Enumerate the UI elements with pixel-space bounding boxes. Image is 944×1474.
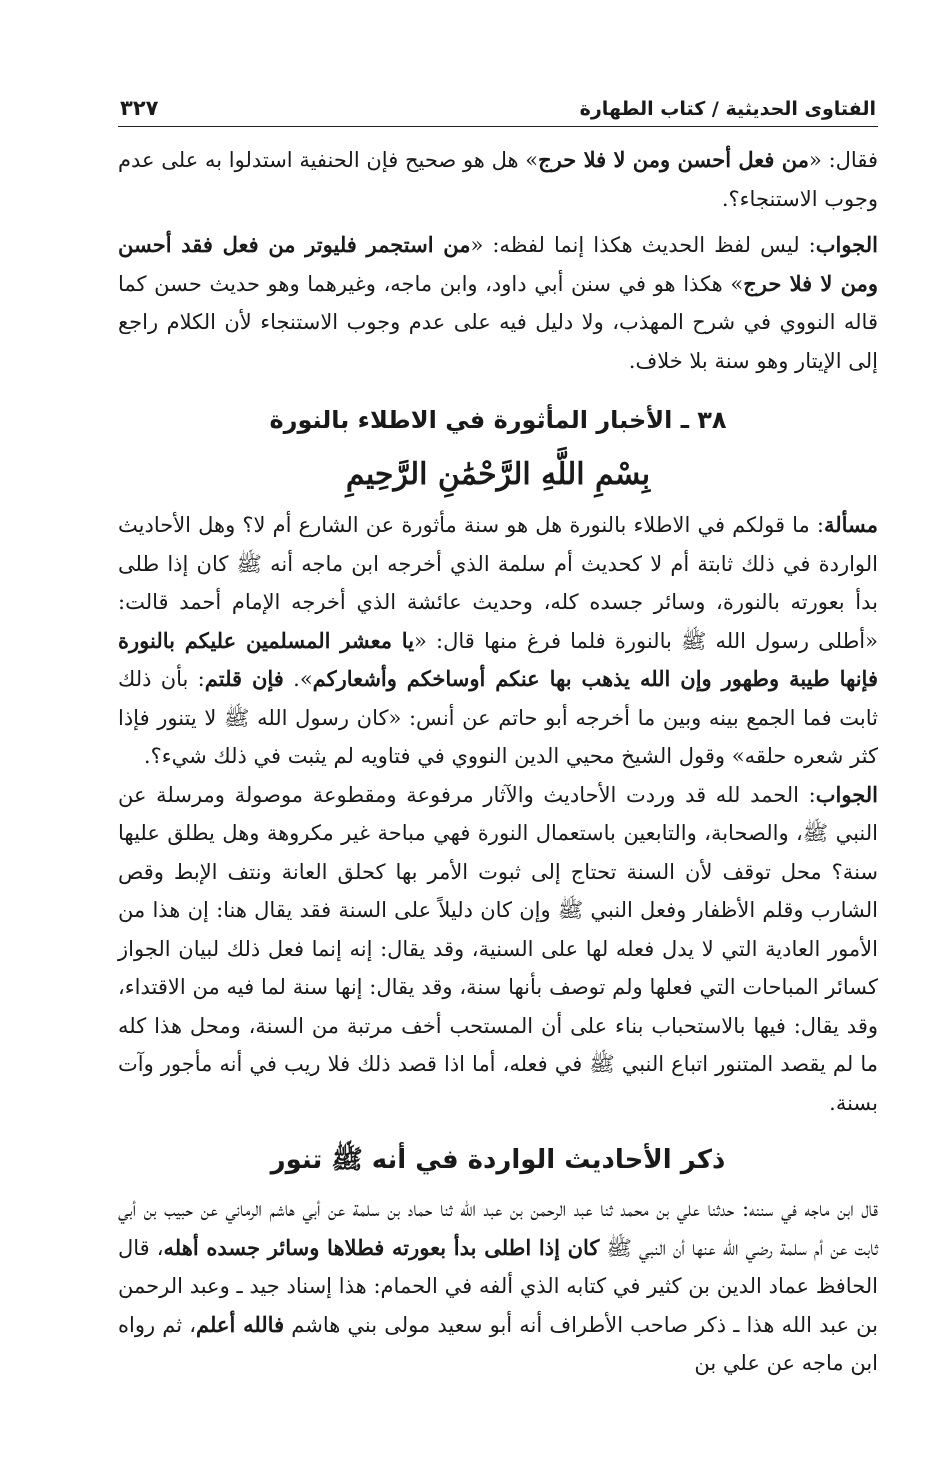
text-run: : ما قولكم في الاطلاء بالنورة هل هو سنة مأثورة عن الشارع أم لا؟ وهل الأحاديث الواردة في ذلك ثابتة أم لا كحديث أم سلمة الذي أخرجه ابن ماجه أنه ﷺ كان إذا طلى بدأ بعورته بالنورة، وسائر جسده كله، وحديث عائشة الذي أخرجه الإمام أحمد قالت: «أطلى رسول الله ﷺ بالنورة فلما فرغ منها قال: « <box>118 513 878 653</box>
basmala: بِسْمِ اللَّهِ الرَّحْمَٰنِ الرَّحِيمِ <box>345 457 651 492</box>
section-heading: ٣٨ ـ الأخبار المأثورة في الاطلاء بالنورة <box>269 406 727 434</box>
objection-label: فإن قلتم <box>204 666 284 691</box>
page-header <box>118 96 878 127</box>
text-run: قال ابن ماجه في سننه: حدثنا علي بن محمد ثنا عبد الرحمن بن عبد الله ثنا حماد بن سلمة عن أبي هاشم الرماني عن حبيب بن أبي ثابت عن أم سلمة رضي الله عنها أن النبي ﷺ <box>118 1197 879 1260</box>
text-run: ، ثم رواه ابن ماجه عن علي بن <box>118 1312 878 1375</box>
text-run: ، قال الحافظ عماد الدين بن كثير في كتابه الذي ألفه في الحمام: هذا إسناد جيد ـ وعبد الرحمن بن عبد الله هذا ـ ذكر صاحب الأطراف أنه أبو سعيد مولى بني هاشم <box>118 1235 878 1337</box>
text-run: : ليس لفظ الحديث هكذا إنما لفظه: « <box>470 233 816 257</box>
text-run: » هل هو صحيح فإن الحنفية استدلوا به على عدم وجوب الاستنجاء؟. <box>118 148 878 211</box>
hadith-paragraph <box>118 1190 878 1383</box>
section-heading: ذكر الأحاديث الواردة في أنه ﷺ تنور <box>270 1145 726 1175</box>
question-paragraph <box>118 506 878 776</box>
text-run: » هكذا هو في سنن أبي داود، وابن ماجه، وغيرهما وهو حديث حسن كما قاله النووي في شرح المهذب، ولا دليل فيه على عدم وجوب الاستنجاء لأن الكلام راجع إلى الإيتار وهو سنة بلا خلاف. <box>118 271 878 373</box>
text-run: : الحمد لله قد وردت الأحاديث والآثار مرفوعة ومقطوعة موصولة ومرسلة عن النبي ﷺ، والصحابة، والتابعين باستعمال النورة فهي مباحة غير مكروهة وهل يطلق عليها سنة؟ محل توقف لأن السنة تحتاج إلى ثبوت الأمر بها كحلق العانة ونتف الإبط وقص الشارب وقلم الأظفار وفعل النبي ﷺ وإن كان دليلاً على السنة فقد يقال هنا: إن هذا من الأمور العادية التي لا يدل فعله لها على السنية، وقد يقال: إنه إنما فعل ذلك لبيان الجواز كسائر المباحات التي فعلها ولم توصف بأنها سنة، وقد يقال: إنها سنة لما فيه من الاقتداء، وقد يقال: فيها بالاستحباب بناء على أن المستحب أخف مرتبة من السنة، ومحل هذا كله ما لم يقصد المتنور اتباع النبي ﷺ في فعله، أما اذا قصد ذلك فلا ريب في أنه مأجور وآت بسنة. <box>118 782 878 1115</box>
book-page <box>118 96 878 1383</box>
hadith-quote: من فعل أحسن ومن لا فلا حرج <box>538 147 810 172</box>
answer-paragraph <box>118 226 878 380</box>
hadith-quote: من استجمر فليوتر من فعل فقد أحسن ومن لا فلا حرج <box>118 232 878 296</box>
hadith-quote: كان إذا اطلى بدأ بعورته فطلاها وسائر جسده أهله <box>163 1234 600 1260</box>
answer-label: الجواب <box>815 232 878 257</box>
answer-label: الجواب <box>815 781 878 807</box>
page-number: ٣٢٧ <box>120 96 159 120</box>
text-run: فقال: « <box>809 148 878 172</box>
question-paragraph <box>118 141 878 218</box>
emphasis: فالله أعلم <box>196 1311 285 1337</box>
question-label: مسألة <box>823 512 878 537</box>
running-title: الفتاوى الحديثية / كتاب الطهارة <box>579 98 876 120</box>
text-run: : بأن ذلك ثابت فما الجمع بينه وبين ما أخرجه أبو حاتم عن أنس: «كان رسول الله ﷺ لا يتنور فإذا كثر شعره حلقه» وقول الشيخ محيي الدين النووي في فتاويه لم يثبت في ذلك شيء؟. <box>118 667 878 768</box>
text-run: ». <box>283 667 313 691</box>
answer-paragraph <box>118 776 878 1123</box>
hadith-quote: يا معشر المسلمين عليكم بالنورة فإنها طيبة وطهور وإن الله يذهب بها عنكم أوساخكم وأشعاركم <box>118 627 878 691</box>
